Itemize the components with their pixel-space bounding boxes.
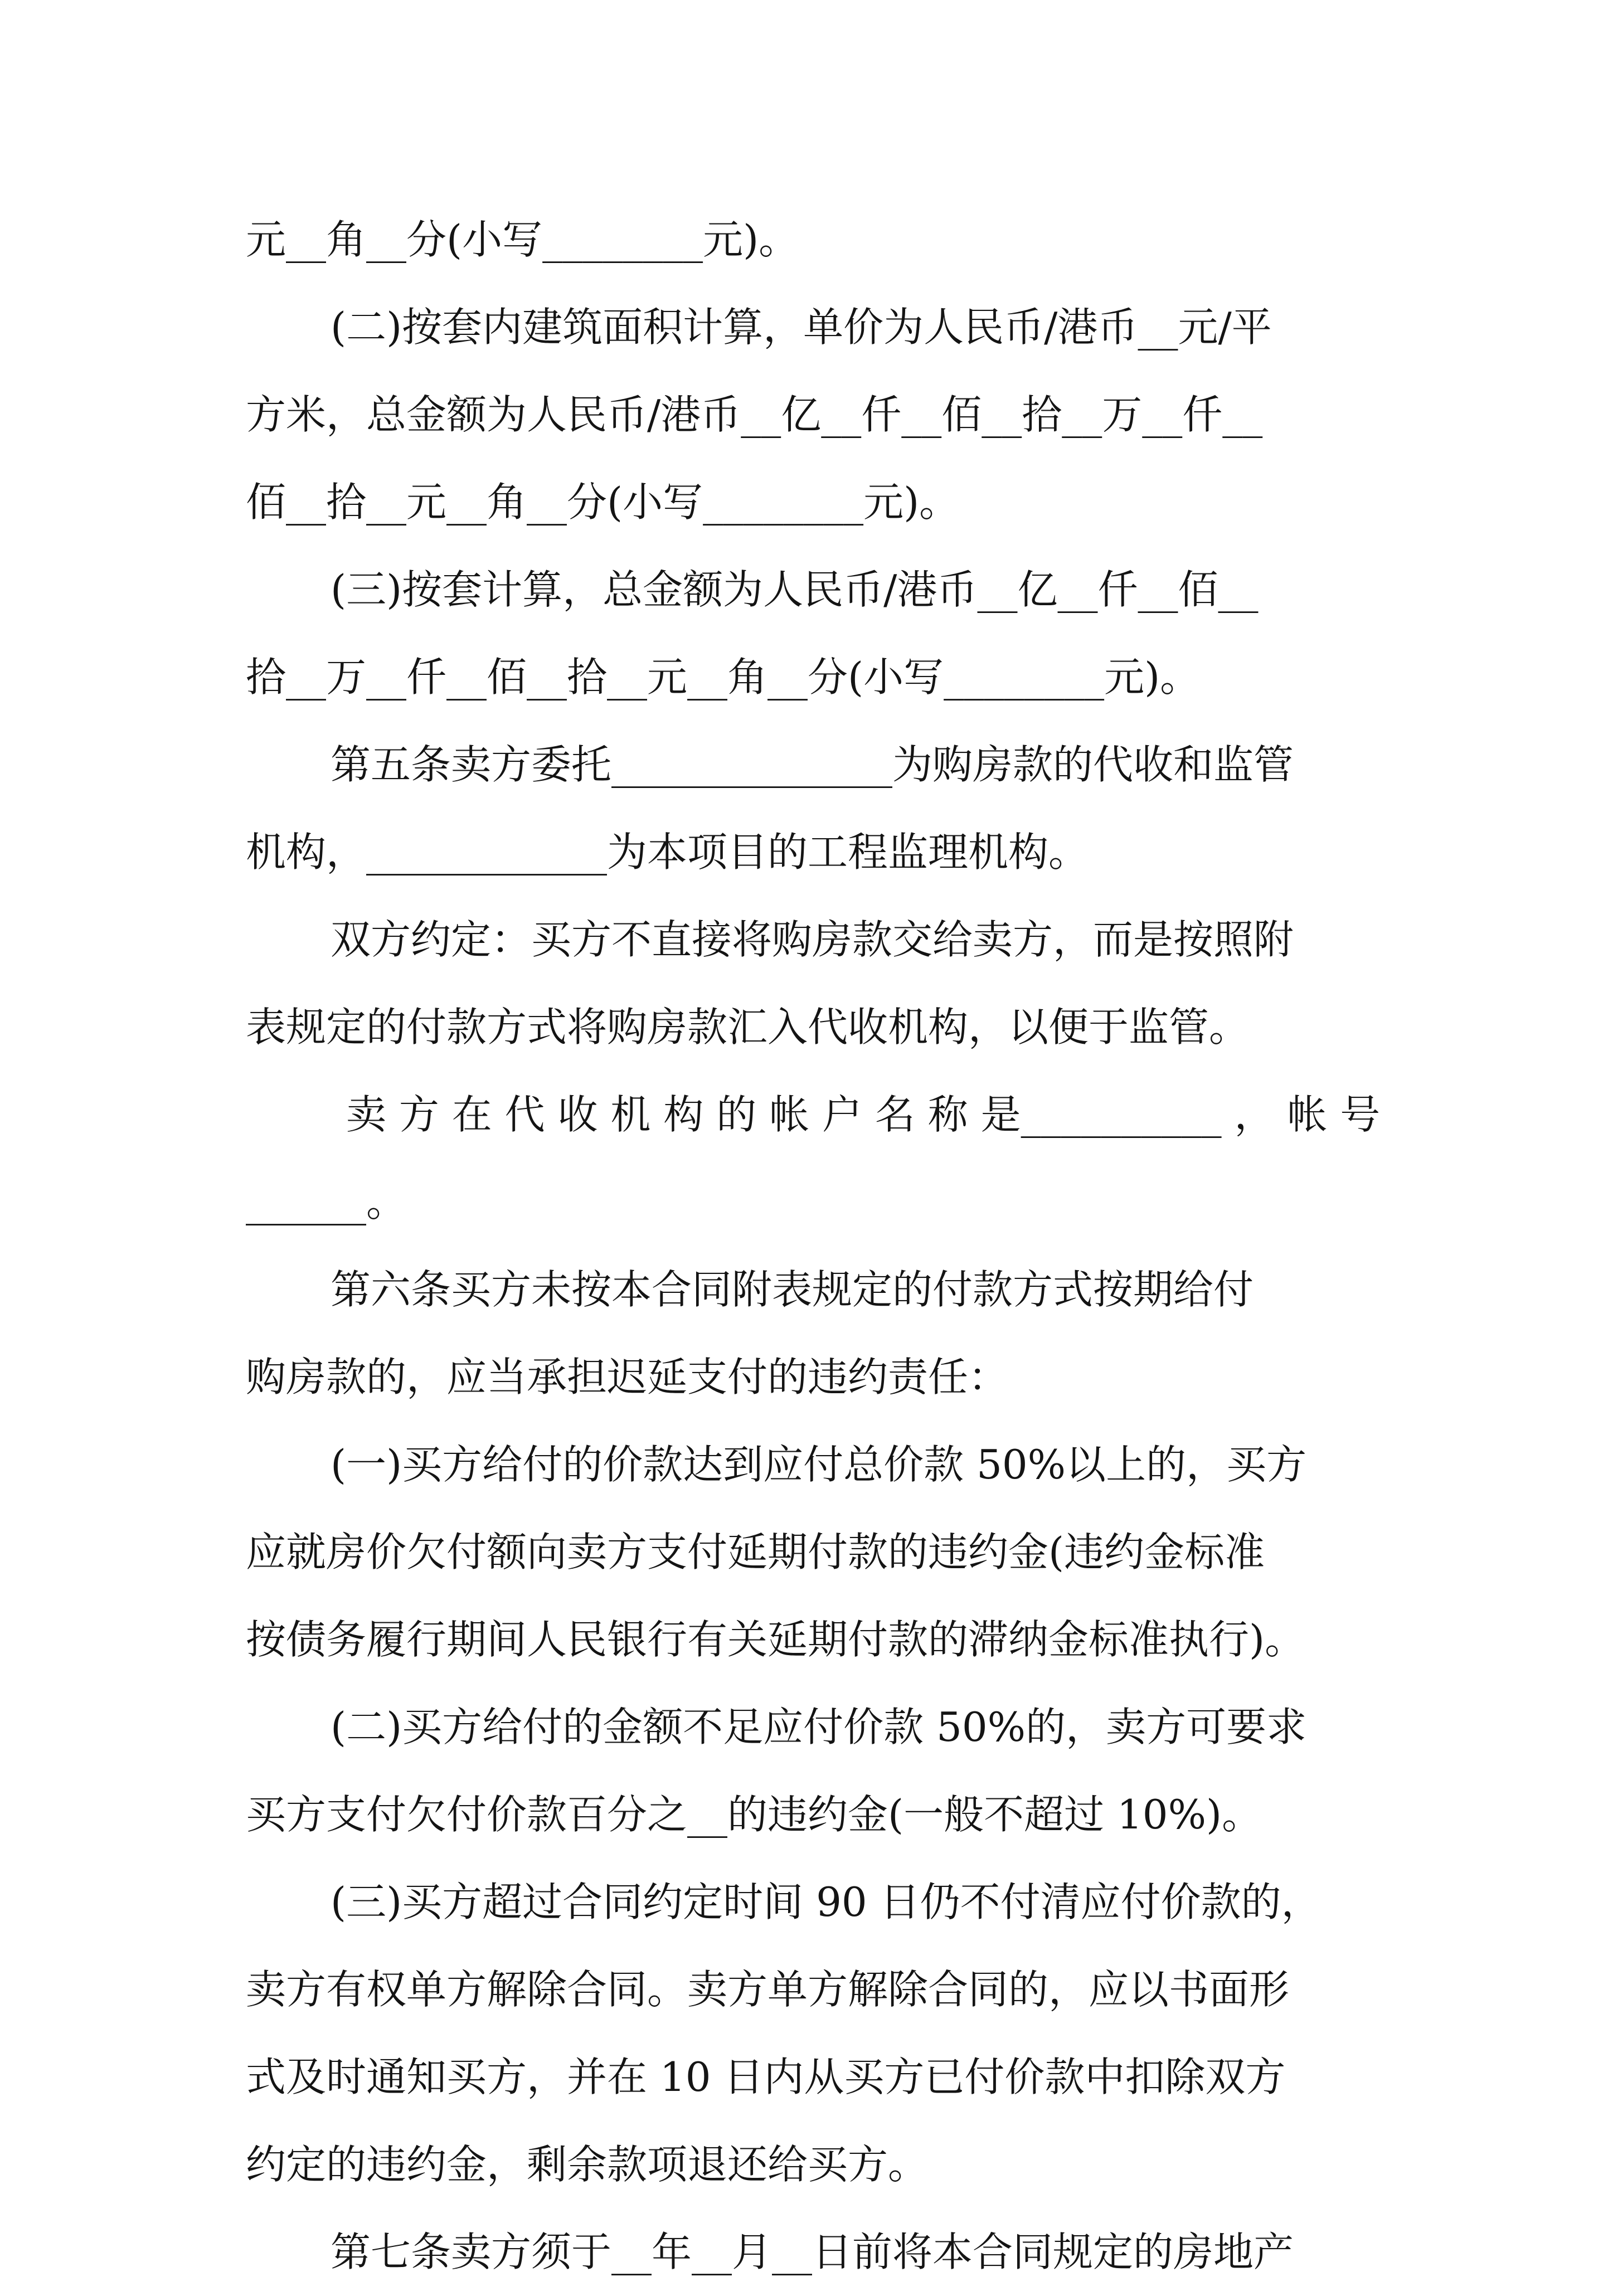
text-line: (二)买方给付的金额不足应付价款 50%的，卖方可要求 [331, 1704, 1307, 1750]
text-line: 约定的违约金，剩余款项退还给买方。 [246, 2141, 929, 2188]
text-line: 卖 方 在 代 收 机 构 的 帐 户 名 称 是__________ ， 帐 号 [346, 1091, 1381, 1138]
text-line: 卖方有权单方解除合同。卖方单方解除合同的，应以书面形 [246, 1966, 1290, 2013]
text-line: (二)按套内建筑面积计算，单价为人民币/港币__元/平 [331, 304, 1272, 351]
text-line: 元__角__分(小写________元)。 [246, 216, 799, 263]
text-line: 第五条卖方委托______________为购房款的代收和监管 [331, 741, 1294, 788]
text-line: 式及时通知买方，并在 10 日内从买方已付价款中扣除双方 [246, 2054, 1286, 2100]
text-line: 购房款的，应当承担迟延支付的违约责任： [246, 1354, 1009, 1400]
text-line: (三)买方超过合同约定时间 90 日仍不付清应付价款的， [331, 1879, 1322, 1925]
text-line: 按债务履行期间人民银行有关延期付款的滞纳金标准执行)。 [246, 1616, 1305, 1663]
text-line: 表规定的付款方式将购房款汇入代收机构，以便于监管。 [246, 1004, 1250, 1050]
text-line: 佰__拾__元__角__分(小写________元)。 [246, 479, 960, 526]
text-line: 双方约定：买方不直接将购房款交给卖方，而是按照附 [331, 916, 1294, 963]
text-line: 第七条卖方须于__年__月__日前将本合同规定的房地产 [331, 2229, 1294, 2275]
text-line: 拾__万__仟__佰__拾__元__角__分(小写________元)。 [246, 654, 1201, 701]
text-line: ______。 [246, 1179, 407, 1225]
text-line: 买方支付欠付价款百分之__的违约金(一般不超过 10%)。 [246, 1791, 1262, 1838]
text-line: (三)按套计算，总金额为人民币/港币__亿__仟__佰__ [331, 566, 1259, 613]
text-line: 机构，____________为本项目的工程监理机构。 [246, 829, 1089, 875]
text-line: 方米，总金额为人民币/港币__亿__仟__佰__拾__万__仟__ [246, 391, 1263, 438]
text-line: (一)买方给付的价款达到应付总价款 50%以上的，买方 [331, 1441, 1307, 1488]
text-line: 应就房价欠付额向卖方支付延期付款的违约金(违约金标准 [246, 1529, 1265, 1575]
text-line: 第六条买方未按本合同附表规定的付款方式按期给付 [331, 1266, 1254, 1313]
contract-text [246, 196, 1381, 2296]
